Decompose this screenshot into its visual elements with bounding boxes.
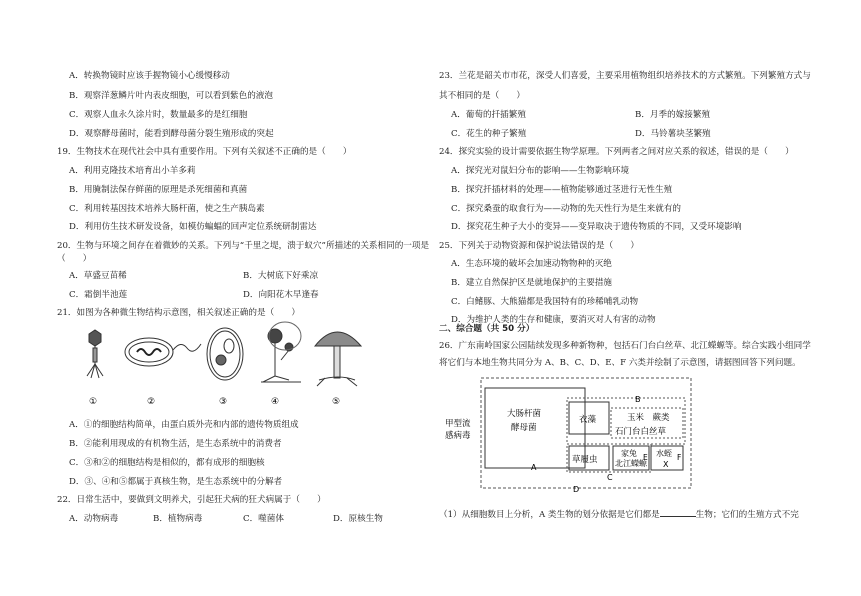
section-heading: 二、综合题（共 50 分） [439,324,535,334]
letter-f: F [677,453,682,462]
outside-label-1: 甲型流 [445,419,471,429]
q24-option-b: B．探究扦插材料的处理——植物能够通过茎进行无性生殖 [451,185,673,195]
letter-a: A [531,463,537,472]
question-20-bracket: （ ） [57,254,92,264]
q18-option-c: C．观察人血永久涂片时，数量最多的是红细胞 [69,110,248,120]
q21-option-d: D．③、④和⑤都属于真核生物，是生态系统中的分解者 [69,477,283,487]
q25-option-d: D．为维护人类的生存和健康，要消灭对人有害的动物 [451,315,656,325]
salamander-label: 北江蠑螈 [615,459,647,468]
q20-option-b: B．大树底下好乘凉 [243,271,319,281]
figure-label-3: ③ [219,397,228,407]
baisicao-label: 石门台白丝草 [615,427,667,437]
bacteriophage-drawing [87,330,103,378]
question-26-cont: 将它们与本地生物共同分为 A、B、C、D、E、F 六类并绘制了示意图，请据图回答下列问题。 [439,358,801,368]
letter-b: B [635,395,641,404]
letter-d: D [573,485,580,494]
question-26: 26．广东南岭国家公园陆续发现多种新物种，包括石门台白丝草、北江蠑螈等。综合实践小组同学 [439,341,811,351]
question-20: 20．生物与环境之间存在着微妙的关系。下列与“千里之堤，溃于蚁穴”所描述的关系相同的一项是 [57,241,430,251]
q21-option-b: B．②能利用现成的有机物生活，是生态系统中的消费者 [69,439,282,449]
question-26-part-1 [439,508,799,521]
answer-blank[interactable] [660,508,696,517]
classification-diagram [439,372,699,494]
q25-option-a: A．生态环境的破坏会加速动物物种的灭绝 [451,259,612,269]
q21-option-c: C．③和②的细胞结构是相似的，都有成形的细胞核 [69,458,265,468]
question-24: 24．探究实验的设计需要依据生物学原理。下列两者之间对应关系的叙述，错误的是（ ） [439,147,794,157]
question-23: 23．兰花是韶关市市花，深受人们喜爱，主要采用植物组织培养技术的方式繁殖。下列繁殖方式与 [439,71,811,81]
q23-option-d: D．马铃薯块茎繁殖 [635,129,711,139]
q21-option-a: A．①的细胞结构简单，由蛋白质外壳和内部的遗传物质组成 [69,420,299,430]
paramecium-label: 草履虫 [572,455,598,465]
mold-drawing [261,322,301,382]
q19-option-c: C．利用转基因技术培养大肠杆菌，使之生产胰岛素 [69,204,265,214]
q22-option-a: A．动物病毒 [69,514,119,524]
rabbit-label: 家兔 [621,449,637,458]
q20-option-d: D．向阳花木早逢春 [243,290,319,300]
a-organism-1: 大肠杆菌 [507,409,542,419]
microorganism-figure [75,320,375,408]
q26-sub1-prefix: （1）从细胞数目上分析，A 类生物的划分依据是它们都是 [439,510,660,520]
q22-option-b: B．植物病毒 [153,514,203,524]
q24-option-c: C．探究桑蚕的取食行为——动物的先天性行为是生来就有的 [451,204,682,214]
figure-label-5: ⑤ [332,397,341,407]
q25-option-c: C．白鳍豚、大熊猫都是我国特有的珍稀哺乳动物 [451,297,639,307]
question-25: 25．下列关于动物资源和保护说法错误的是（ ） [439,241,639,251]
leech-label: 水蛭 [656,449,672,458]
figure-label-1: ① [89,397,98,407]
q19-option-b: B．用腌制法保存鲜菌的原理是杀死细菌和真菌 [69,185,248,195]
q26-sub1-suffix: 生物；它们的生殖方式不完 [695,510,799,520]
q24-option-a: A．探究光对鼠妇分布的影响——生物影响环境 [451,166,630,176]
question-21: 21．如图为各种微生物结构示意图，相关叙述正确的是（ ） [57,308,300,318]
q18-option-a: A．转换物镜时应该手握物镜小心缓慢移动 [69,71,230,81]
yizao-label: 衣藻 [579,415,597,425]
mushroom-drawing [315,332,361,386]
q24-option-d: D．探究花生种子大小的变异——变异取决于遗传物质的不同，又受环境影响 [451,222,742,232]
q22-option-c: C．噬菌体 [243,514,284,524]
letter-c: C [607,473,613,482]
q18-option-b: B．观察洋葱鳞片叶内表皮细胞，可以看到紫色的液泡 [69,91,273,101]
a-organism-2: 酵母菌 [511,423,537,433]
corn-fern-label: 玉米 蕨类 [627,413,670,423]
question-22: 22．日常生活中，要做到文明养犬，引起狂犬病的狂犬病属于（ ） [57,495,326,505]
q23-option-a: A．葡萄的扦插繁殖 [451,110,526,120]
q22-option-d: D．原核生物 [333,514,383,524]
outside-label-2: 感病毒 [445,431,471,441]
q23-option-b: B．月季的嫁接繁殖 [635,110,711,120]
q20-option-c: C．霜倒半池莲 [69,290,128,300]
q19-option-d: D．利用仿生技术研发设备，如模仿蝙蝠的回声定位系统研制雷达 [69,222,317,232]
q23-option-c: C．花生的种子繁殖 [451,129,527,139]
figure-label-2: ② [147,397,156,407]
bacterium-drawing [125,338,201,366]
q18-option-d: D．观察酵母菌时，能看到酵母菌分裂生殖形成的突起 [69,129,274,139]
x-label: X [663,460,669,469]
figure-label-4: ④ [271,397,280,407]
yeast-cell-drawing [207,328,243,380]
question-19: 19．生物技术在现代社会中具有重要作用。下列有关叙述不正确的是（ ） [57,147,352,157]
q19-option-a: A．利用克隆技术培育出小羊多莉 [69,166,196,176]
question-23-cont: 其不相同的是（ ） [439,91,525,101]
letter-e: E [643,453,648,462]
q25-option-b: B．建立自然保护区是就地保护的主要措施 [451,278,613,288]
q20-option-a: A．草盛豆苗稀 [69,271,127,281]
